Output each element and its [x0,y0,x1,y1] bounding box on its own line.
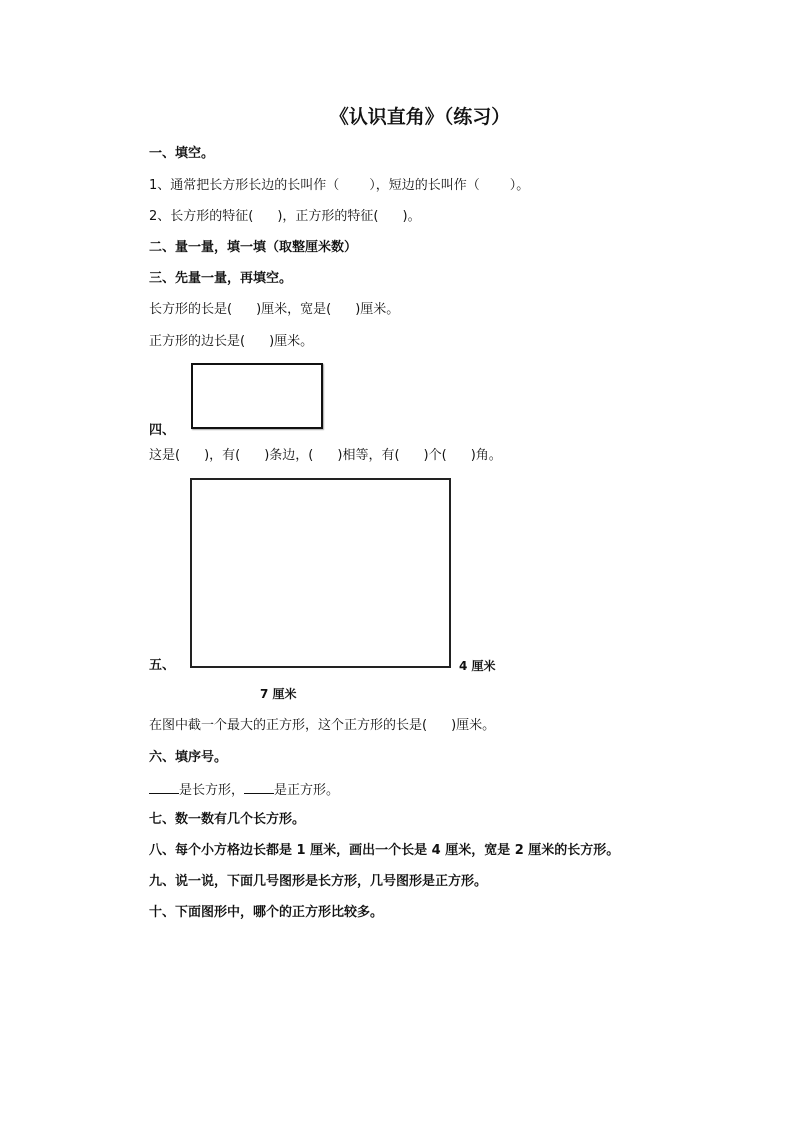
q1-text-a: 1、通常把长方形长边的长叫作（ [149,178,340,193]
section-7-heading: 七、数一数有几个长方形。 [149,812,306,827]
q1-text-b: ），短边的长叫作（ [369,178,480,193]
section-4-line [149,447,502,465]
rect-line-text-a: 长方形的长是( [149,302,233,317]
section-6-line [149,780,339,800]
q2-text-b: )，正方形的特征( [277,209,379,224]
s4-text-e: )个( [423,448,447,463]
large-rectangle-figure [190,478,451,668]
rect-line-text-c: )厘米。 [355,302,400,317]
q2-text-c: )。 [402,209,421,224]
square-line-text-a: 正方形的边长是( [149,334,246,349]
s6-underline-2 [244,780,274,794]
s6-text-b: 是正方形。 [274,783,340,798]
section-1-question-2 [149,208,421,226]
s5-text-b: )厘米。 [451,718,496,733]
s4-text-d: )相等，有( [337,448,400,463]
section-3-heading: 三、先量一量，再填空。 [149,271,293,286]
q1-text-c: ）。 [509,178,530,193]
s5-text-a: 在图中截一个最大的正方形，这个正方形的长是( [149,718,428,733]
section-1-question-1 [149,177,529,195]
square-line-text-b: )厘米。 [269,334,314,349]
height-label: 4 厘米 [459,659,496,673]
s4-text-c: )条边，( [264,448,314,463]
small-rectangle-figure [191,363,323,429]
section-3-square-line [149,333,313,351]
section-9-heading: 九、说一说，下面几号图形是长方形，几号图形是正方形。 [149,874,488,889]
width-label: 7 厘米 [260,687,297,701]
section-10-heading: 十、下面图形中，哪个的正方形比较多。 [149,905,384,920]
section-6-heading: 六、填序号。 [149,750,228,765]
section-3-rect-line [149,301,399,319]
section-5-heading: 五、 [149,658,176,673]
section-8-heading: 八、每个小方格边长都是 1 厘米，画出一个长是 4 厘米，宽是 2 厘米的长方形。 [149,843,620,858]
q2-text-a: 2、长方形的特征( [149,209,254,224]
s4-text-a: 这是( [149,448,181,463]
section-2-heading: 二、量一量，填一填（取整厘米数） [149,240,358,255]
s4-text-f: )角。 [470,448,502,463]
section-4-heading: 四、 [149,423,176,438]
section-1-heading: 一、填空。 [149,146,215,161]
page-title: 《认识直角》（练习） [329,106,511,128]
section-5-question [149,717,495,735]
s6-underline-1 [149,780,179,794]
s4-text-b: )，有( [204,448,241,463]
s6-text-a: 是长方形， [179,783,245,798]
rect-line-text-b: )厘米，宽是( [256,302,332,317]
